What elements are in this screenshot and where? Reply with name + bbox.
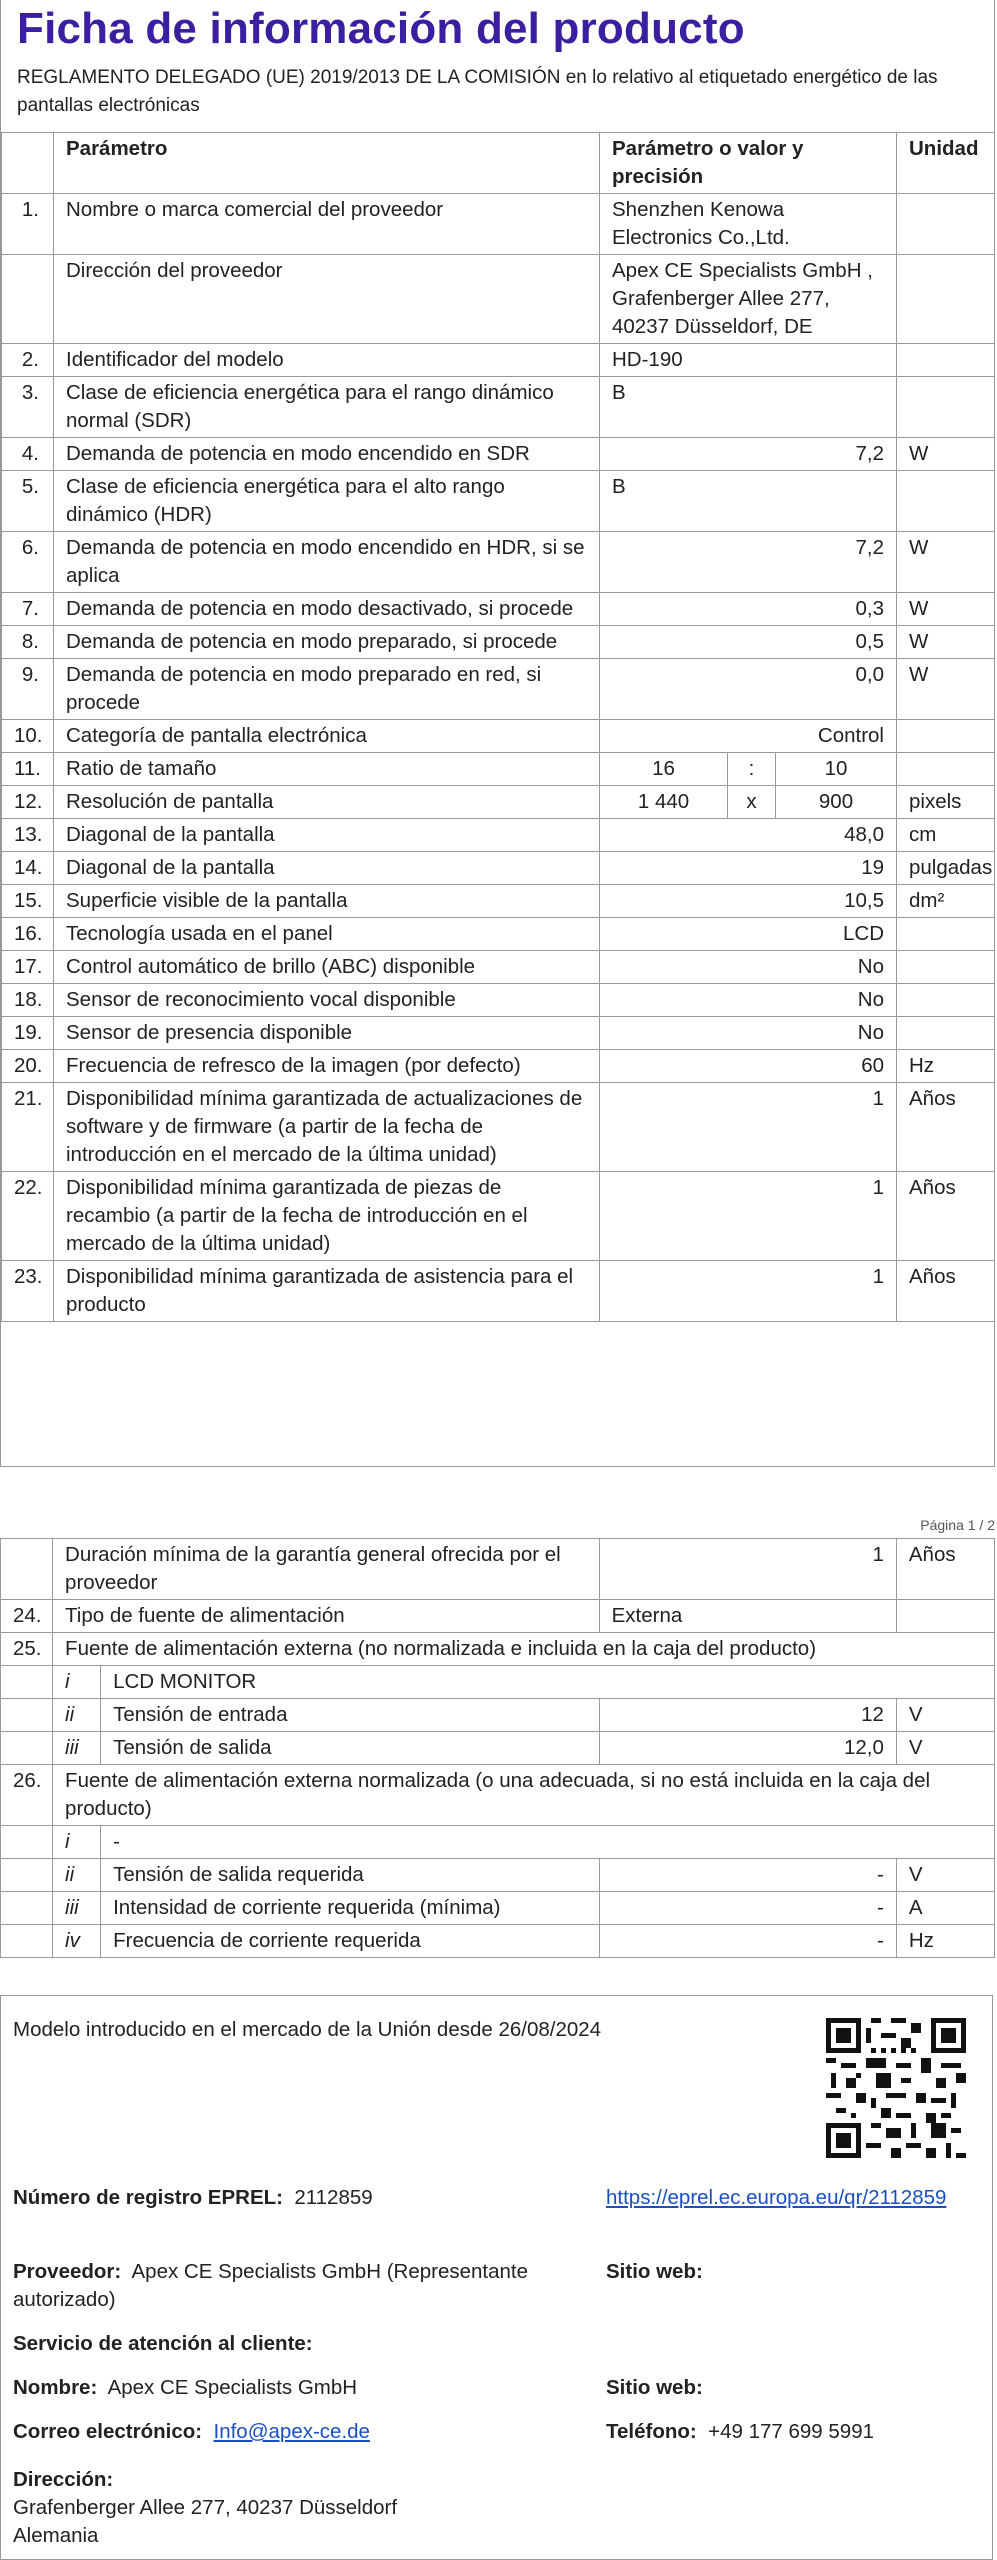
header-param: Parámetro — [54, 133, 600, 194]
supplier-website-label: Sitio web: — [606, 2260, 703, 2283]
customer-service-heading: Servicio de atención al cliente: — [13, 2332, 313, 2355]
table-row: 20. Frecuencia de refresco de la imagen (por defecto) 60 Hz — [2, 1050, 995, 1083]
table-row: 18. Sensor de reconocimiento vocal disponible No — [2, 984, 995, 1017]
qr-code-icon — [826, 2018, 966, 2158]
table-row: 15. Superficie visible de la pantalla 10,5 dm² — [2, 885, 995, 918]
table-row: iii Intensidad de corriente requerida (mínima) - A — [1, 1892, 995, 1925]
page-title: Ficha de información del producto — [17, 4, 745, 53]
eprel-link[interactable]: https://eprel.ec.europa.eu/qr/2112859 — [606, 2186, 947, 2209]
table-row: 10. Categoría de pantalla electrónica Control — [2, 720, 995, 753]
table-row: 7. Demanda de potencia en modo desactivado, si procede 0,3 W — [2, 593, 995, 626]
table-row: 19. Sensor de presencia disponible No — [2, 1017, 995, 1050]
table-row: Duración mínima de la garantía general ofrecida por el proveedor 1 Años — [1, 1539, 995, 1600]
service-address: Dirección: Grafenberger Allee 277, 40237 Düsseldorf Alemania — [13, 2468, 398, 2547]
table-row: 9. Demanda de potencia en modo preparado en red, si procede 0,0 W — [2, 659, 995, 720]
table-row: 2. Identificador del modelo HD-190 — [2, 344, 995, 377]
table-row: 25. Fuente de alimentación externa (no normalizada e incluida en la caja del producto) — [1, 1633, 995, 1666]
table-row: 23. Disponibilidad mínima garantizada de asistencia para el producto 1 Años — [2, 1261, 995, 1322]
table-row: Dirección del proveedor Apex CE Specialists GmbH , Grafenberger Allee 277, 40237 Düsseldorf, DE — [2, 255, 995, 344]
page-number: Página 1 / 2 — [920, 1517, 995, 1533]
service-name: Nombre: Apex CE Specialists GmbH — [13, 2376, 358, 2399]
table-row: 17. Control automático de brillo (ABC) disponible No — [2, 951, 995, 984]
table-row: 24. Tipo de fuente de alimentación Externa — [1, 1600, 995, 1633]
table-row: 6. Demanda de potencia en modo encendido en HDR, si se aplica 7,2 W — [2, 532, 995, 593]
table-row: 21. Disponibilidad mínima garantizada de actualizaciones de software y de firmware (a partir de la fecha de introducción en el mercado de la última unidad) 1 Años — [2, 1083, 995, 1172]
table-header-row — [2, 133, 995, 194]
service-website-label: Sitio web: — [606, 2376, 703, 2399]
table-row: i LCD MONITOR — [1, 1666, 995, 1699]
table-row: 8. Demanda de potencia en modo preparado, si procede 0,5 W — [2, 626, 995, 659]
service-phone: Teléfono: +49 177 699 5991 — [606, 2420, 874, 2443]
table-row: 11. Ratio de tamaño 16 : 10 — [2, 753, 995, 786]
table-row: i - — [1, 1826, 995, 1859]
table-row: 5. Clase de eficiencia energética para el alto rango dinámico (HDR) B — [2, 471, 995, 532]
product-info-table-continued — [0, 1538, 995, 1958]
table-row: 12. Resolución de pantalla 1 440 x 900 pixels — [2, 786, 995, 819]
page-2 — [0, 1538, 995, 1958]
service-email: Correo electrónico: Info@apex-ce.de — [13, 2420, 370, 2443]
table-row: 26. Fuente de alimentación externa normalizada (o una adecuada, si no está incluida en la caja del producto) — [1, 1765, 995, 1826]
header-value: Parámetro o valor y precisión — [600, 133, 897, 194]
table-row: 4. Demanda de potencia en modo encendido en SDR 7,2 W — [2, 438, 995, 471]
table-row: 16. Tecnología usada en el panel LCD — [2, 918, 995, 951]
supplier-line: Proveedor: Apex CE Specialists GmbH (Representante autorizado) — [13, 2260, 529, 2311]
table-row: ii Tensión de entrada 12 V — [1, 1699, 995, 1732]
table-row: 14. Diagonal de la pantalla 19 pulgadas — [2, 852, 995, 885]
header-unit: Unidad — [897, 133, 995, 194]
email-link[interactable]: Info@apex-ce.de — [213, 2420, 370, 2443]
table-row: 22. Disponibilidad mínima garantizada de piezas de recambio (a partir de la fecha de introducción en el mercado de la última unidad) 1 Años — [2, 1172, 995, 1261]
table-row: ii Tensión de salida requerida - V — [1, 1859, 995, 1892]
table-row: iii Tensión de salida 12,0 V — [1, 1732, 995, 1765]
table-row: iv Frecuencia de corriente requerida - Hz — [1, 1925, 995, 1958]
table-row: 1. Nombre o marca comercial del proveedor Shenzhen Kenowa Electronics Co.,Ltd. — [2, 194, 995, 255]
table-row: 13. Diagonal de la pantalla 48,0 cm — [2, 819, 995, 852]
product-info-table — [1, 132, 995, 1322]
supplier-info-box — [0, 1995, 993, 2560]
market-date-text: Modelo introducido en el mercado de la Unión desde 26/08/2024 — [13, 2018, 602, 2041]
eprel-registration: Número de registro EPREL: 2112859 — [13, 2186, 373, 2209]
table-row: 3. Clase de eficiencia energética para el rango dinámico normal (SDR) B — [2, 377, 995, 438]
regulation-subtitle: REGLAMENTO DELEGADO (UE) 2019/2013 DE LA COMISIÓN en lo relativo al etiquetado energético de las pantallas electrónicas — [17, 67, 938, 116]
